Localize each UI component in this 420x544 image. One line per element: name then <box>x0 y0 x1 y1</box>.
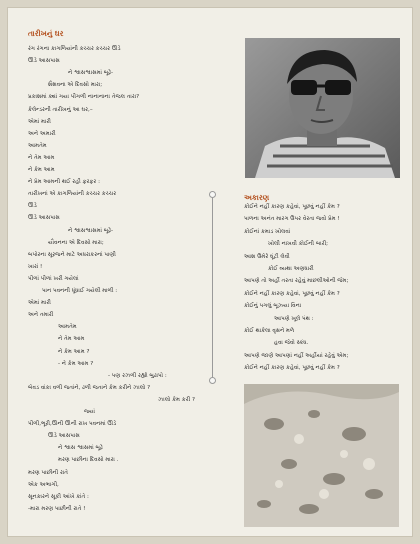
right-poem-line: કોઈને નહીં કારણ કહેવાં, પૂછવું નહીં કેમ ? <box>244 290 340 297</box>
left-poem-line: ઊડે આસપાસ <box>28 215 60 222</box>
left-poem-line: સૂનકારને સૂકી આંખે કાંતે : <box>28 493 89 500</box>
left-poem-line: એમાં મારી <box>28 300 51 307</box>
right-poem-line: આશ ઉમેરે ઘૂંટી લેવી <box>244 253 290 260</box>
left-poem-line: - ને કેમ આમ ? <box>58 360 94 367</box>
left-poem-line: એમાં મારી <box>28 118 51 125</box>
right-poem-line: ખોલી નાખવી કોઈની બારી; <box>268 241 329 248</box>
left-poem-line: ઝાલો કેમ કરી ? <box>158 396 195 403</box>
left-poem-line: પ્રકાશમાં ક્યાં ગયા પીગળી નાનાનાના તેજલ તારા? <box>28 94 140 101</box>
divider-top-dot <box>209 191 216 198</box>
left-poem-line: ને શ્વાસશ્વાસમાં બૂઢે- <box>68 227 114 234</box>
left-poem-line: યૌવનના એ દિવસો મારા; <box>48 239 104 246</box>
portrait-illustration <box>245 38 400 178</box>
right-poem-line: કોઈને નહીં કારણ કહેવાં, પૂછવું નહીં કેમ ? <box>244 365 340 372</box>
page <box>8 8 412 536</box>
left-poem-line: ખારાં ! <box>28 263 43 270</box>
left-poem-line: ને શ્વાસ શ્વાસમાં બૂઢે <box>58 445 103 452</box>
left-poem-line: પીળાં પીળાં ખરી ગયેલાં <box>28 275 79 282</box>
right-poem-line: આપણે જાણે આપણાં નહીં અહીંયાં રહેવું એમ; <box>244 352 349 359</box>
divider-bottom-dot <box>209 377 216 384</box>
right-poem-line: કોઈ થાકેલા વૃક્ષને મળે <box>244 328 295 334</box>
left-poem-line: - પણ રઝળી રહ્યો બુઢાપો : <box>108 372 167 379</box>
left-poem-line: રંગ રંગના કાગળિયાંની કચ્ચર કચ્ચર ઊડે <box>28 46 121 52</box>
right-poem-line: કોઈને નહીં કારણ કહેવાં, પૂછવું નહીં કેમ ? <box>244 204 340 210</box>
left-poem-line: મરણ પાછીના દિવસો મારા . <box>58 457 119 464</box>
left-poem-line: ને શ્વાસશ્વાસમાં બૂઢે- <box>68 70 114 77</box>
left-poem-line: મરણ પાછીની રાતે <box>28 469 68 476</box>
stone-texture-photo <box>244 384 399 527</box>
left-poem-line: શૈશવના એ દિવસો મારા; <box>48 82 103 89</box>
left-poem-line: તારીખનાં એ કાગળિયાંની કચ્ચર કચ્ચર <box>28 191 117 198</box>
left-poem-line: પીળી,ભૂરી,ઊની ઊની રાખ પવનમાં ઊડે <box>28 421 117 428</box>
left-poem-line: ઊડે આસપાસ <box>48 433 80 440</box>
left-poem-line: બપોરના સૂરજને માટે અધરાકરનાં પાણી <box>28 251 116 258</box>
left-poem-line: ને કેમ આમ ? <box>58 348 90 355</box>
left-poem-line: આમતેમ <box>58 324 77 331</box>
left-poem-line: અને તમારી <box>28 312 54 319</box>
right-poem-line: હવા જેવો સ્કંધ. <box>274 340 309 347</box>
left-poem-line: ને તેમ આમ <box>28 154 55 161</box>
left-poem-line: એક અભાગી, <box>28 481 59 488</box>
left-poem-line: ઊડે <box>28 203 37 210</box>
left-poem-line: આમતેમ <box>28 142 47 149</box>
right-poem-line: કોઈનું પગલું બૂઝ્યા વિના <box>244 303 302 310</box>
left-poem-line: અને અમારી <box>28 130 56 137</box>
right-poem-title: અકારણ <box>244 193 270 202</box>
left-poem-title: તારીખનું ઘર <box>28 29 64 38</box>
portrait-photo <box>245 38 400 178</box>
left-poem-line: ને પ્રેમ આમની થઈ રહી ફરફર : <box>28 179 100 186</box>
left-poem-line: ને કેમ આમ <box>28 167 55 173</box>
left-poem-line: બેવડ વાંકા વળી જતાંને, ઢળી જતાને કેમ કરીને ઝાલો ? <box>28 384 151 391</box>
left-poem-line: જ્યાં <box>84 409 96 415</box>
stone-illustration <box>244 384 399 527</box>
left-poem-line: પાન પવનની ધૂંધાઈ ગયેલી માળી : <box>42 288 118 294</box>
left-poem-line: કેલેન્ડરની તારીખનું આ ઘર,– <box>28 106 93 113</box>
right-poem-line: કોઈનાં કમાડ ખોલવાં <box>244 228 291 235</box>
left-poem-line: -મારા મરણ પાછીની રાતે ! <box>28 505 86 512</box>
left-poem-line: ને તેમ આમ <box>58 336 85 343</box>
right-poem-line: પાળના અનંત મારગ ઉપર વેરતા જવો પ્રેમ ! <box>244 216 340 223</box>
left-poem-line: ઊડે આસપાસ <box>28 58 60 65</box>
right-poem-line: આપણે તો અહીં તરતા રહેવું માછલીઓની જેમ; <box>244 278 349 285</box>
right-poem-line: આપણે ખૂલે પંથ : <box>274 315 314 322</box>
right-poem-line: કોઈ વ્યથા અણધારી <box>268 266 314 272</box>
column-divider <box>212 195 213 379</box>
